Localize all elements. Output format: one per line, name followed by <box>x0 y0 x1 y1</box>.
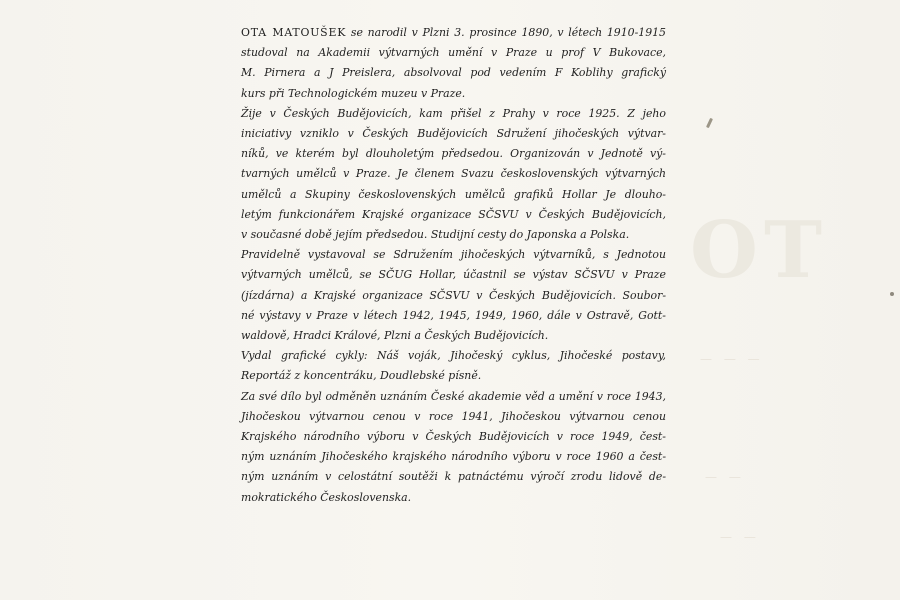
text-line: ným uznáním Jihočeského krajského národního výboru v roce 1960 a čest- <box>241 450 666 464</box>
text-line: mokratického Československa. <box>241 490 412 504</box>
text-line: Krajského národního výboru v Českých Budějovicích v roce 1949, čest- <box>241 430 666 444</box>
text-line: tvarných umělců v Praze. Je členem Svazu československých výtvarných <box>241 167 666 181</box>
text-line: Žije v Českých Budějovicích, kam přišel z Prahy v roce 1925. Z jeho <box>241 106 666 120</box>
text-line: letým funkcionářem Krajské organizace SČSVU v Českých Budějovicích, <box>241 207 666 221</box>
show-through-text: OT <box>690 205 828 296</box>
show-through-line: — — — <box>700 352 764 366</box>
text-line: Reportáž z koncentráku, Doudlebské písně. <box>241 369 482 383</box>
author-name: OTA MATOUŠEK <box>241 26 347 39</box>
text-line: Za své dílo byl odměněn uznáním České akademie věd a umění v roce 1943, <box>241 389 666 403</box>
text-line: OTA MATOUŠEK se narodil v Plzni 3. prosince 1890, v létech 1910-1915 <box>241 26 666 39</box>
paragraph-exhibitions <box>241 245 666 346</box>
text-line: iniciativy vzniklo v Českých Budějovicích Sdružení jihočeských výtvar- <box>241 127 666 141</box>
text-line: M. Pirnera a J Preislera, absolvoval pod vedením F Koblihy grafický <box>241 66 666 80</box>
show-through-line: — — <box>705 470 745 484</box>
paragraph-graphic-cycles <box>241 346 666 386</box>
paper-speck <box>706 118 713 128</box>
biography-text <box>241 23 666 508</box>
text-line: ným uznáním v celostátní soutěži k patnáctému výročí zrodu lidově de- <box>241 470 666 484</box>
show-through-line: — — <box>720 530 760 544</box>
text-line: Jihočeskou výtvarnou cenou v roce 1941, Jihočeskou výtvarnou cenou <box>241 409 666 423</box>
text-line: né výstavy v Praze v létech 1942, 1945, 1949, 1960, dále v Ostravě, Gott- <box>241 308 666 322</box>
text-line: (jízdárna) a Krajské organizace SČSVU v Českých Budějovicích. Soubor- <box>241 288 666 302</box>
text-line: Pravidelně vystavoval se Sdružením jihočeských výtvarníků, s Jednotou <box>241 248 666 262</box>
paragraph-residence-membership <box>241 104 666 245</box>
paper-speck <box>890 292 894 296</box>
text-line: níků, ve kterém byl dlouholetým předsedou. Organizován v Jednotě vý- <box>241 147 666 161</box>
text-line: studoval na Akademii výtvarných umění v Praze u prof V Bukovace, <box>241 46 666 60</box>
text-line: umělců a Skupiny československých umělců grafiků Hollar Je dlouho- <box>241 187 666 201</box>
paragraph-awards <box>241 387 666 508</box>
text-line: waldově, Hradci Králové, Plzni a Českých Budějovicích. <box>241 329 549 343</box>
text-line: Vydal grafické cykly: Náš voják, Jihočeský cyklus, Jihočeské postavy, <box>241 349 666 363</box>
paragraph-birth-education <box>241 23 666 104</box>
text-line: kurs při Technologickém muzeu v Praze. <box>241 86 466 100</box>
text-line: v současné době jejím předsedou. Studijní cesty do Japonska a Polska. <box>241 228 630 242</box>
text-line: výtvarných umělců, se SČUG Hollar, účastnil se výstav SČSVU v Praze <box>241 268 666 282</box>
